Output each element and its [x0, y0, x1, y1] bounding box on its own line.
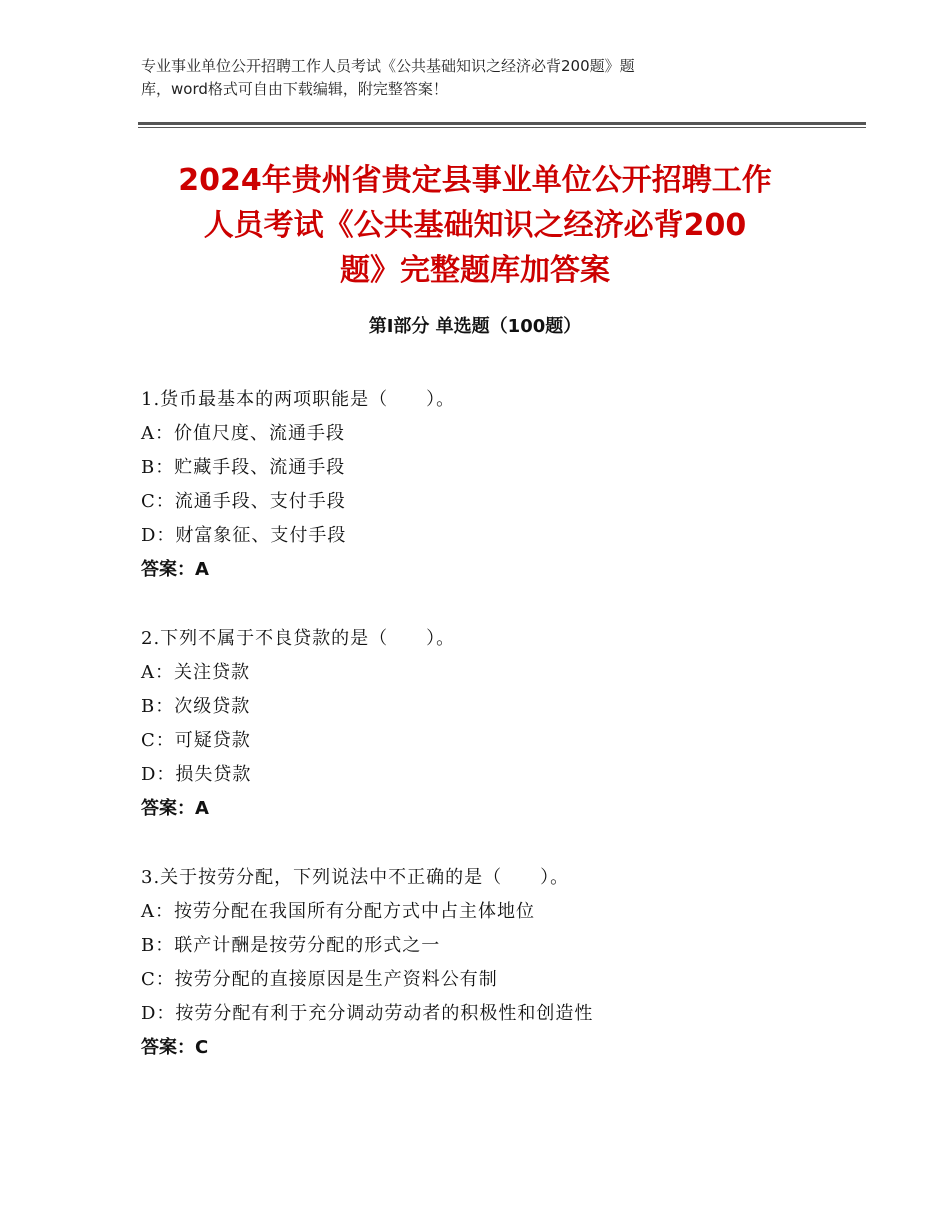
option-b: B：次级贷款: [141, 696, 251, 717]
header-note-line: 专业事业单位公开招聘工作人员考试《公共基础知识之经济必背200题》题: [141, 57, 635, 75]
header-divider-thin: [138, 127, 866, 128]
option-d: D：按劳分配有利于充分调动劳动者的积极性和创造性: [141, 1003, 594, 1024]
question-stem: 3.关于按劳分配，下列说法中不正确的是（ ）。: [141, 867, 570, 888]
question-stem: 2.下列不属于不良贷款的是（ ）。: [141, 628, 456, 649]
title-line: 人员考试《公共基础知识之经济必背200: [203, 208, 747, 243]
option-c: C：可疑贷款: [141, 730, 251, 751]
answer-key: 答案：A: [141, 798, 209, 819]
answer-key: 答案：C: [141, 1037, 209, 1058]
question-block: [141, 622, 841, 826]
option-a: A：按劳分配在我国所有分配方式中占主体地位: [141, 901, 535, 922]
title-line: 2024年贵州省贵定县事业单位公开招聘工作: [178, 163, 772, 198]
option-d: D：财富象征、支付手段: [141, 525, 347, 546]
header-note-line: 库，word格式可自由下载编辑，附完整答案！: [141, 80, 448, 98]
answer-key: 答案：A: [141, 559, 209, 580]
question-block: [141, 383, 841, 587]
option-a: A：关注贷款: [141, 662, 250, 683]
option-b: B：贮藏手段、流通手段: [141, 457, 346, 478]
option-d: D：损失贷款: [141, 764, 252, 785]
option-c: C：按劳分配的直接原因是生产资料公有制: [141, 969, 498, 990]
section-title: 第Ⅰ部分 单选题（100题）: [368, 316, 582, 337]
option-b: B：联产计酬是按劳分配的形式之一: [141, 935, 441, 956]
header-divider-thick: [138, 122, 866, 125]
option-a: A：价值尺度、流通手段: [141, 423, 345, 444]
document-title: [120, 158, 830, 293]
option-c: C：流通手段、支付手段: [141, 491, 346, 512]
header-note: [141, 55, 781, 101]
title-line: 题》完整题库加答案: [340, 253, 610, 288]
question-block: [141, 861, 841, 1065]
question-stem: 1.货币最基本的两项职能是（ ）。: [141, 389, 456, 410]
